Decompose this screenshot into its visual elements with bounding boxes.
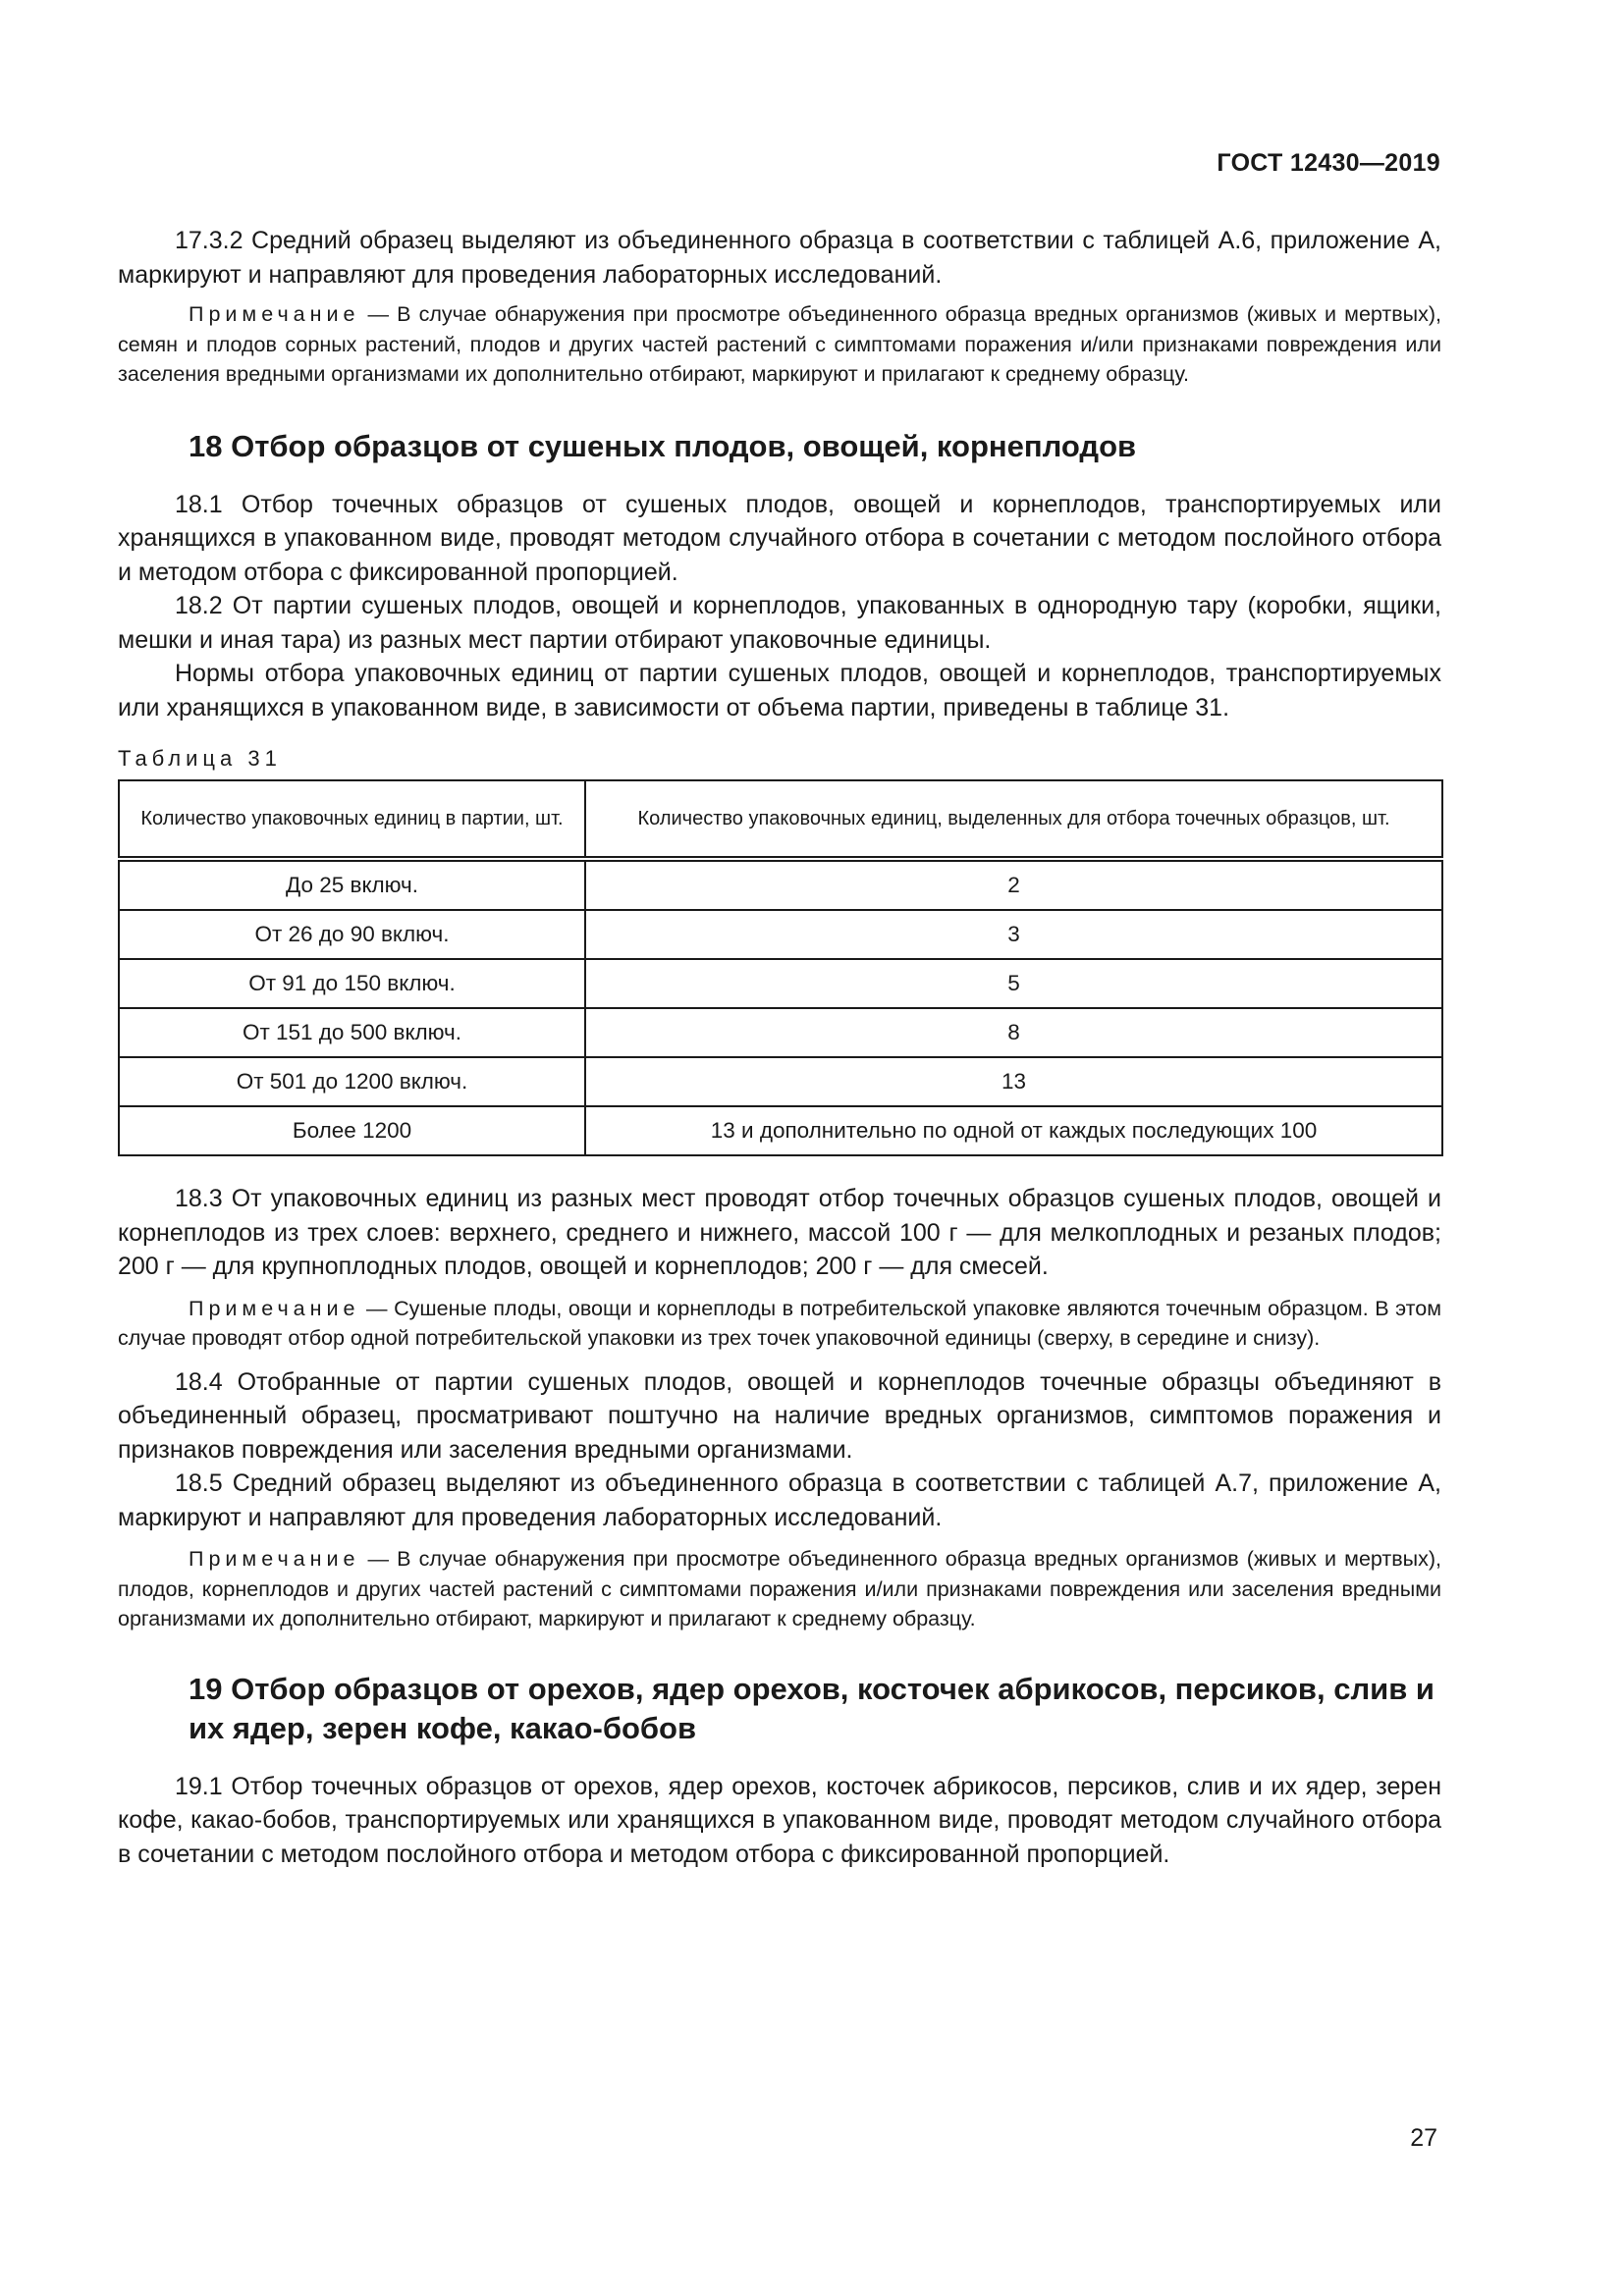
paragraph-18-2: 18.2 От партии сушеных плодов, овощей и корнеплодов, упакованных в однородную тару (коробки, ящики, мешки и иная тара) из разных мест партии отбирают упаковочные единицы.: [118, 592, 1441, 654]
paragraph-18-5: 18.5 Средний образец выделяют из объединенного образца в соответствии с таблицей А.7, приложение А, маркируют и направляют для проведения лабораторных исследований.: [118, 1469, 1441, 1531]
table-header-cell: Количество упаковочных единиц в партии, шт.: [119, 780, 585, 859]
page-content: [118, 224, 1441, 1871]
note-1: [118, 299, 1441, 390]
document-code: ГОСТ 12430—2019: [1217, 149, 1440, 177]
table-31: [118, 779, 1443, 1156]
paragraph-19-1: 19.1 Отбор точечных образцов от орехов, ядер орехов, косточек абрикосов, персиков, слив и их ядер, зерен кофе, какао-бобов, транспортируемых или хранящихся в упакованном виде, проводят методом случайного отбора в сочетании с методом послойного отбора и методом отбора с фиксированной пропорцией.: [118, 1772, 1441, 1868]
note-2: [118, 1294, 1441, 1354]
paragraph-18-2-norms: Нормы отбора упаковочных единиц от партии сушеных плодов, овощей и корнеплодов, транспортируемых или хранящихся в упакованном виде, в зависимости от объема партии, приведены в таблице 31.: [118, 660, 1441, 721]
table-row: [119, 1106, 1442, 1155]
paragraph-18-1: 18.1 Отбор точечных образцов от сушеных плодов, овощей и корнеплодов, транспортируемых или хранящихся в упакованном виде, проводят методом случайного отбора в сочетании с методом послойного отбора и методом отбора с фиксированной пропорцией.: [118, 490, 1441, 586]
table-cell-lot-size: До 25 включ.: [119, 859, 585, 910]
table-cell-sample-count: 3: [585, 910, 1442, 959]
note-1-label: Примечание: [189, 302, 360, 326]
table-cell-sample-count: 13: [585, 1057, 1442, 1106]
paragraph-17-3-2: 17.3.2 Средний образец выделяют из объединенного образца в соответствии с таблицей А.6, приложение А, маркируют и направляют для проведения лабораторных исследований.: [118, 227, 1441, 289]
table-header-row: [119, 780, 1442, 859]
table-header-cell: Количество упаковочных единиц, выделенных для отбора точечных образцов, шт.: [585, 780, 1442, 859]
table-row: [119, 1008, 1442, 1057]
table-cell-lot-size: От 151 до 500 включ.: [119, 1008, 585, 1057]
paragraph-18-3: 18.3 От упаковочных единиц из разных мест проводят отбор точечных образцов сушеных плодов, овощей и корнеплодов из трех слоев: верхнего, среднего и нижнего, массой 100 г — для мелкоплодных и резаных плодов; 200 г — для крупноплодных плодов, овощей и корнеплодов; 200 г — для смесей.: [118, 1185, 1441, 1280]
note-1-text: — В случае обнаружения при просмотре объединенного образца вредных организмов (живых и мертвых), семян и плодов сорных растений, плодов и других частей растений с симптомами поражения и/или признаками повреждения или заселения вредными организмами их дополнительно отбирают, маркируют и прилагают к среднему образцу.: [118, 302, 1441, 386]
table-cell-sample-count: 2: [585, 859, 1442, 910]
table-row: [119, 1057, 1442, 1106]
note-2-label: Примечание: [189, 1296, 360, 1320]
table-cell-lot-size: От 26 до 90 включ.: [119, 910, 585, 959]
table-row: [119, 910, 1442, 959]
table-cell-lot-size: От 501 до 1200 включ.: [119, 1057, 585, 1106]
paragraph-18-4: 18.4 Отобранные от партии сушеных плодов, овощей и корнеплодов точечные образцы объединяют в объединенный образец, просматривают поштучно на наличие вредных организмов, симптомов поражения и признаков повреждения или заселения вредными организмами.: [118, 1367, 1441, 1464]
note-3: [118, 1544, 1441, 1634]
table-cell-sample-count: 5: [585, 959, 1442, 1008]
table-cell-lot-size: От 91 до 150 включ.: [119, 959, 585, 1008]
section-18-title: 18 Отбор образцов от сушеных плодов, овощей, корнеплодов: [189, 428, 1137, 463]
table-row: [119, 859, 1442, 910]
note-2-text: — Сушеные плоды, овощи и корнеплоды в потребительской упаковке являются точечным образцом. В этом случае проводят отбор одной потребительской упаковки из трех точек упаковочной единицы (сверху, в середине и снизу).: [118, 1296, 1441, 1350]
table-31-caption: Таблица 31: [118, 746, 282, 771]
note-3-text: — В случае обнаружения при просмотре объединенного образца вредных организмов (живых и мертвых), плодов, корнеплодов и других частей растений с симптомами поражения и/или признаками повреждения или заселения вредными организмами их дополнительно отбирают, маркируют и прилагают к среднему образцу.: [118, 1547, 1441, 1630]
section-19-title: 19 Отбор образцов от орехов, ядер орехов, косточек абрикосов, персиков, слив и их ядер, зерен кофе, какао-бобов: [189, 1671, 1435, 1745]
table-cell-lot-size: Более 1200: [119, 1106, 585, 1155]
page-number: 27: [1410, 2124, 1437, 2152]
note-3-label: Примечание: [189, 1547, 360, 1571]
table-row: [119, 959, 1442, 1008]
table-cell-sample-count: 13 и дополнительно по одной от каждых последующих 100: [585, 1106, 1442, 1155]
table-cell-sample-count: 8: [585, 1008, 1442, 1057]
